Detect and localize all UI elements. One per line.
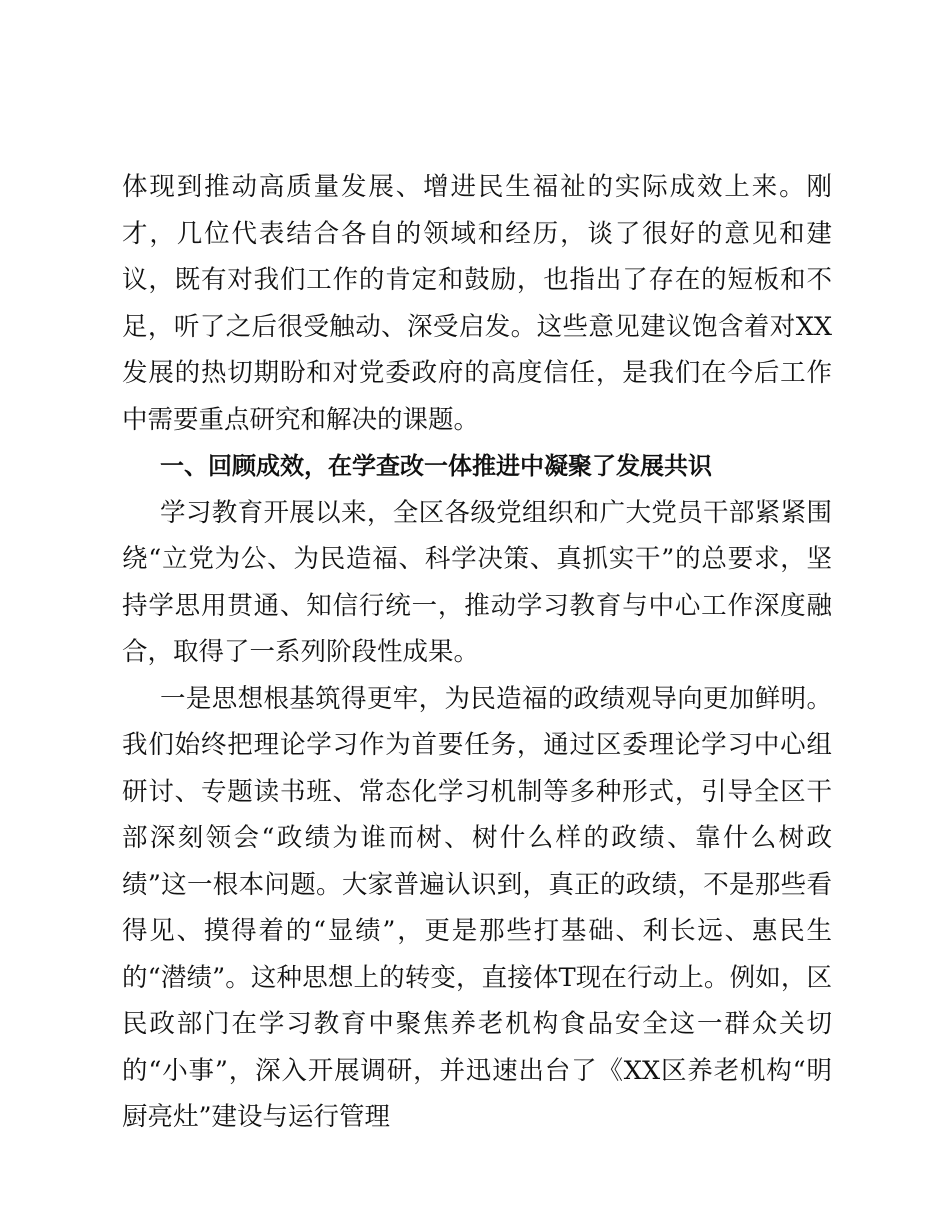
- paragraph-continuation: 体现到推动高质量发展、增进民生福祉的实际成效上来。刚才，几位代表结合各自的领域和经历，谈了很好的意见和建议，既有对我们工作的肯定和鼓励，也指出了存在的短板和不足，听了之后很受触动、深受启发。这些意见建议饱含着对XX发展的热切期盼和对党委政府的高度信任，是我们在今后工作中需要重点研究和解决的课题。: [122, 172, 832, 435]
- section-heading: 一、回顾成效，在学查改一体推进中凝聚了发展共识: [160, 452, 712, 480]
- document-body: [122, 164, 832, 1141]
- paragraph-intro: 学习教育开展以来，全区各级党组织和广大党员干部紧紧围绕“立党为公、为民造福、科学决策、真抓实干”的总要求，坚持学思用贯通、知信行统一，推动学习教育与中心工作深度融合，取得了一系列阶段性成果。: [122, 497, 832, 667]
- paragraph-point-one: 一是思想根基筑得更牢，为民造福的政绩观导向更加鲜明。我们始终把理论学习作为首要任务，通过区委理论学习中心组研讨、专题读书班、常态化学习机制等多种形式，引导全区干部深刻领会“政绩为谁而树、树什么样的政绩、靠什么树政绩”这一根本问题。大家普遍认识到，真正的政绩，不是那些看得见、摸得着的“显绩”，更是那些打基础、利长远、惠民生的“潜绩”。这种思想上的转变，直接体T现在行动上。例如，区民政部门在学习教育中聚焦养老机构食品安全这一群众关切的“小事”，深入开展调研，并迅速出台了《XX区养老机构“明厨亮灶”建设与运行管理: [122, 683, 832, 1132]
